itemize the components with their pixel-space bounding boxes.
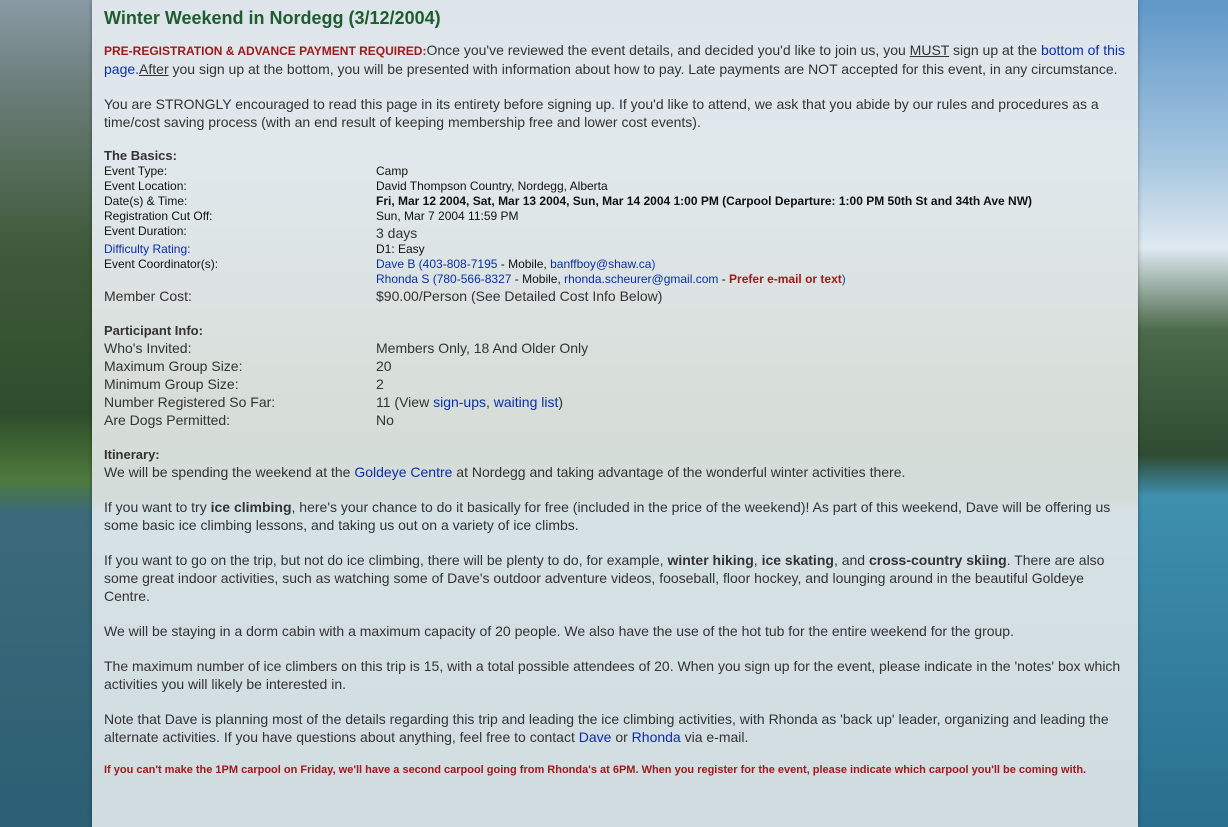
- coordinator-dave-close: ): [651, 257, 656, 271]
- carpool-note: If you can't make the 1PM carpool on Friday, we'll have a second carpool going from Rhonda's at 6PM. When you register for the event, please indicate which carpool you'll be coming with.: [104, 764, 1087, 776]
- cutoff-label: Registration Cut Off:: [104, 209, 213, 223]
- table-row: [104, 194, 1032, 209]
- coordinator-label: Event Coordinator(s):: [104, 257, 219, 271]
- table-row: [104, 287, 1032, 305]
- basics-table: [104, 164, 1032, 305]
- dates-label: Date(s) & Time:: [104, 194, 188, 208]
- difficulty-value: D1: Easy: [376, 242, 425, 256]
- location-value: David Thompson Country, Nordegg, Alberta: [376, 179, 608, 193]
- difficulty-rating-link[interactable]: Difficulty Rating:: [104, 242, 191, 256]
- goldeye-centre-link[interactable]: Goldeye Centre: [354, 464, 453, 480]
- prereg-label: PRE-REGISTRATION & ADVANCE PAYMENT REQUIRED:: [104, 44, 427, 58]
- itinerary-paragraph-6: [104, 710, 1126, 746]
- dave-email-link[interactable]: banffboy@shaw.ca: [550, 257, 652, 271]
- coordinator-rhonda-mobile: - Mobile,: [511, 272, 565, 286]
- must-text: MUST: [909, 42, 950, 58]
- itinerary-paragraph-3: [104, 551, 1126, 605]
- event-type-value: Camp: [376, 164, 409, 178]
- itinerary-text: If you want to go on the trip, but not do ice climbing, there will be plenty to do, for example,: [104, 552, 668, 568]
- coordinator-rhonda-dash: -: [718, 272, 730, 286]
- ice-climbing-bold: ice climbing: [210, 499, 292, 515]
- min-group-label: Minimum Group Size:: [104, 376, 239, 392]
- coordinator-dave: [376, 257, 1032, 272]
- itinerary-paragraph-5: The maximum number of ice climbers on this trip is 15, with a total possible attendees of 20. When you sign up for the event, please indicate in the 'notes' box which activities you will likely be interested in.: [104, 658, 1121, 692]
- table-row: [104, 179, 1032, 194]
- participant-table: [104, 339, 588, 429]
- cost-value: $90.00/Person (See Detailed Cost Info Below): [376, 288, 663, 304]
- waiting-list-link[interactable]: waiting list: [493, 394, 559, 410]
- coordinator-dave-link[interactable]: Dave B (403-808-7195: [376, 257, 498, 271]
- prereg-text: Once you've reviewed the event details, and decided you'd like to join us, you: [426, 42, 910, 58]
- itinerary-text: Note that Dave is planning most of the details regarding this trip and leading the ice climbing activities, with Rhonda as 'back up' leader, organizing and leading the alternate activities. If you have questions about anything, feel free to contact: [104, 711, 1109, 745]
- table-row: [104, 164, 1032, 179]
- itinerary-text: , here's your chance to do it basically for free (included in the price of the weekend)! As part of this weekend, Dave will be offering us some basic ice climbing lessons, and taking us out on a variety of ice climbs.: [104, 499, 1111, 533]
- cross-country-skiing-bold: cross-country skiing: [868, 552, 1007, 568]
- after-text: After: [139, 61, 169, 77]
- itinerary-paragraph-2: [104, 498, 1126, 534]
- table-row: [104, 224, 1032, 242]
- table-row: [104, 209, 1032, 224]
- basics-heading: The Basics:: [104, 148, 177, 163]
- prereg-text-2: sign up at the: [949, 42, 1041, 58]
- background-right-scenery: [1138, 0, 1228, 827]
- registered-value: [376, 393, 588, 411]
- winter-hiking-bold: winter hiking: [667, 552, 754, 568]
- itinerary-paragraph-1: [104, 463, 1126, 481]
- bottom-of-page-link[interactable]: bottom of this page: [104, 42, 1125, 77]
- duration-value: 3 days: [376, 225, 418, 241]
- prereg-text-4: you sign up at the bottom, you will be presented with information about how to pay. Late payments are NOT accepted for this event, in any circumstance.: [168, 61, 1118, 77]
- background-left-scenery: [0, 0, 92, 827]
- registered-close: ): [558, 394, 564, 410]
- location-label: Event Location:: [104, 179, 187, 193]
- itinerary-text: or: [611, 729, 632, 745]
- max-group-label: Maximum Group Size:: [104, 358, 243, 374]
- max-group-value: 20: [376, 358, 392, 374]
- itinerary-text: via e-mail.: [680, 729, 749, 745]
- strongly-paragraph: You are STRONGLY encouraged to read this page in its entirety before signing up. If you'd like to attend, we ask that you abide by our rules and procedures as a time/cost saving process (with an end result of keeping membership free and lower cost events).: [104, 96, 1099, 130]
- itinerary-text: , and: [833, 552, 869, 568]
- coordinator-rhonda: [376, 272, 1032, 287]
- page-title: Winter Weekend in Nordegg (3/12/2004): [104, 8, 441, 28]
- itinerary-text: at Nordegg and taking advantage of the wonderful winter activities there.: [452, 464, 906, 480]
- coordinator-dave-mobile: - Mobile,: [497, 257, 551, 271]
- registered-comma: ,: [486, 394, 494, 410]
- registered-label: Number Registered So Far:: [104, 394, 276, 410]
- table-row: [104, 242, 1032, 257]
- coordinator-rhonda-link[interactable]: Rhonda S (780-566-8327: [376, 272, 512, 286]
- dogs-label: Are Dogs Permitted:: [104, 412, 231, 428]
- invited-value: Members Only, 18 And Older Only: [376, 340, 589, 356]
- table-row: [104, 339, 588, 357]
- min-group-value: 2: [376, 376, 384, 392]
- table-row: [104, 411, 588, 429]
- prefer-email-text: Prefer e-mail or text: [729, 272, 842, 286]
- prereg-period: .: [135, 61, 140, 77]
- table-row: [104, 257, 1032, 287]
- coordinator-rhonda-close: ): [841, 272, 846, 286]
- itinerary-text: If you want to try: [104, 499, 211, 515]
- cutoff-value: Sun, Mar 7 2004 11:59 PM: [376, 209, 519, 223]
- event-type-label: Event Type:: [104, 164, 168, 178]
- dave-contact-link[interactable]: Dave: [578, 729, 612, 745]
- ice-skating-bold: ice skating: [761, 552, 834, 568]
- coordinator-values: [376, 257, 1032, 287]
- itinerary-text: We will be spending the weekend at the: [104, 464, 355, 480]
- invited-label: Who's Invited:: [104, 340, 192, 356]
- rhonda-contact-link[interactable]: Rhonda: [631, 729, 681, 745]
- dates-value: Fri, Mar 12 2004, Sat, Mar 13 2004, Sun, Mar 14 2004 1:00 PM (Carpool Departure: 1:00 PM 50th St and 34th Ave NW): [376, 194, 1033, 208]
- rhonda-email-link[interactable]: rhonda.scheurer@gmail.com: [564, 272, 719, 286]
- itinerary-heading: Itinerary:: [104, 447, 160, 462]
- table-row: [104, 357, 588, 375]
- cost-label: Member Cost:: [104, 288, 192, 304]
- table-row: [104, 375, 588, 393]
- participant-heading: Participant Info:: [104, 323, 203, 338]
- event-content: [92, 0, 1138, 778]
- dogs-value: No: [376, 412, 394, 428]
- duration-label: Event Duration:: [104, 224, 187, 238]
- registered-count: 11 (View: [376, 394, 434, 410]
- itinerary-paragraph-4: We will be staying in a dorm cabin with a maximum capacity of 20 people. We also have the use of the hot tub for the entire weekend for the group.: [104, 623, 1014, 639]
- prereg-paragraph: [104, 41, 1126, 78]
- signups-link[interactable]: sign-ups: [433, 394, 486, 410]
- itinerary-text: . There are also some great indoor activities, such as watching some of Dave's outdoor adventure videos, fooseball, floor hockey, and lounging around in the beautiful Goldeye Centre.: [104, 552, 1105, 604]
- itinerary-text: ,: [753, 552, 762, 568]
- table-row: [104, 393, 588, 411]
- content-panel: [92, 0, 1138, 827]
